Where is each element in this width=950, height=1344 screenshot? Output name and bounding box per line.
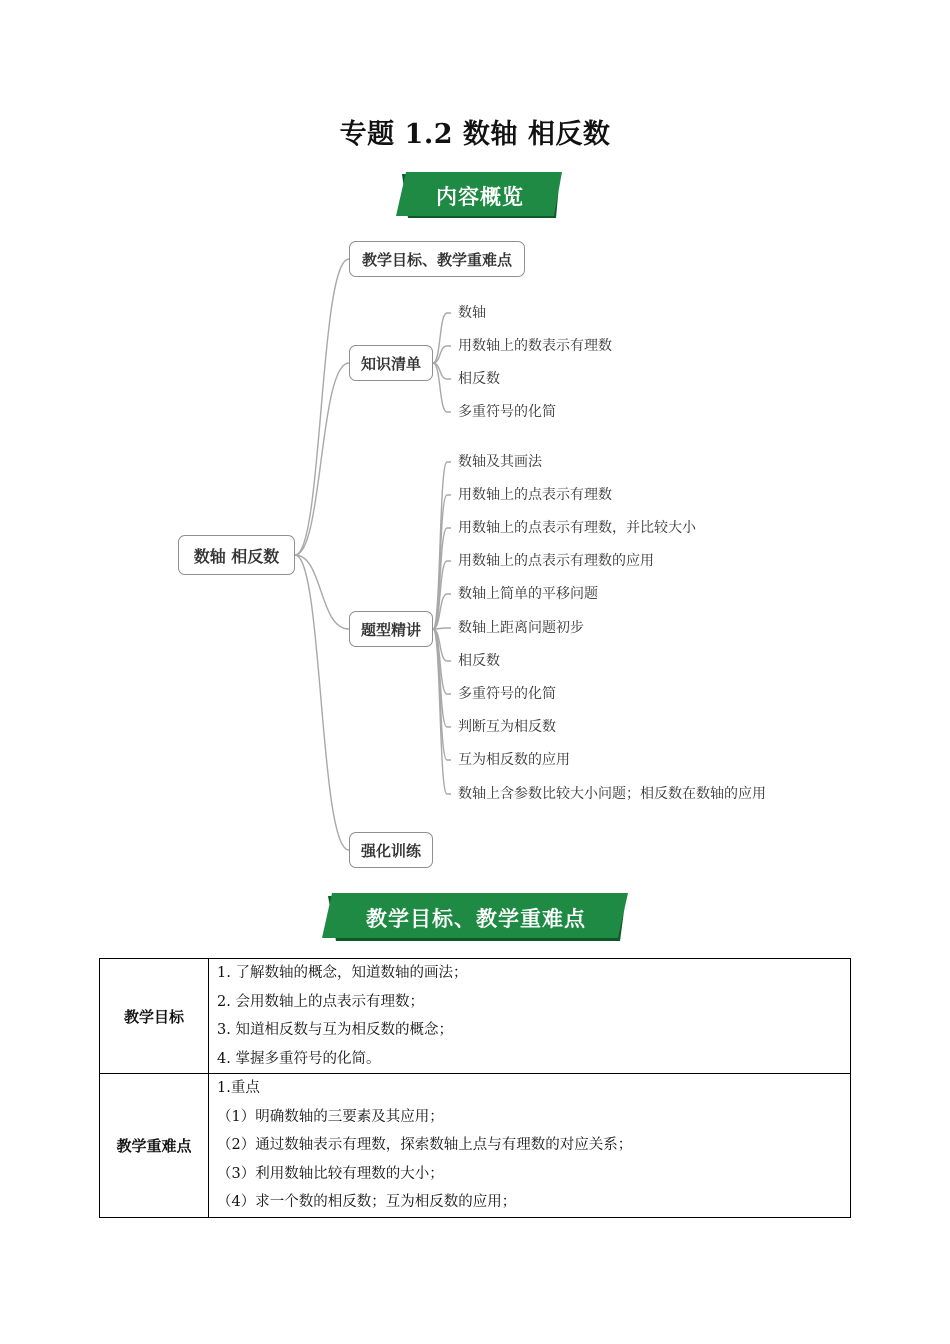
content-line: 1.重点 <box>217 1080 260 1096</box>
content-line: 1. 了解数轴的概念，知道数轴的画法； <box>217 965 468 981</box>
branch-practice <box>349 832 433 868</box>
content-line: （1）明确数轴的三要素及其应用； <box>217 1108 444 1125</box>
content-line: 3. 知道相反数与互为相反数的概念； <box>217 1022 453 1038</box>
row-content <box>209 959 851 1074</box>
knowledge-item: 相反数 <box>458 371 500 387</box>
root-branch-connector <box>295 259 349 555</box>
branch-leaf-connector <box>433 313 451 363</box>
question-type-item: 数轴上距离问题初步 <box>458 620 584 636</box>
table-row <box>100 959 851 1074</box>
overview-banner-label: 内容概览 <box>436 185 524 209</box>
mindmap-root-label: 数轴 相反数 <box>193 546 280 566</box>
page-title: 专题 1.2 数轴 相反数 <box>339 119 611 150</box>
question-type-item: 数轴上简单的平移问题 <box>458 586 598 602</box>
knowledge-item: 数轴 <box>458 305 486 321</box>
branch-leaf-connector <box>433 495 451 629</box>
question-type-item: 数轴及其画法 <box>458 454 542 470</box>
content-line: （2）通过数轴表示有理数，探索数轴上点与有理数的对应关系； <box>217 1137 633 1153</box>
question-type-item: 相反数 <box>458 653 500 669</box>
question-type-item: 用数轴上的点表示有理数，并比较大小 <box>458 520 696 536</box>
knowledge-item: 多重符号的化简 <box>458 404 556 420</box>
root-branch-connector <box>295 555 349 850</box>
table-row <box>100 1074 851 1218</box>
branch-goals-label: 教学目标、教学重难点 <box>361 250 512 269</box>
branch-goals <box>349 241 525 277</box>
question-type-item: 用数轴上的点表示有理数 <box>458 487 612 503</box>
branch-leaf-connector <box>433 363 451 412</box>
row-content <box>209 1074 851 1218</box>
content-line: 2. 会用数轴上的点表示有理数； <box>217 993 424 1010</box>
branch-practice-label: 强化训练 <box>360 841 421 860</box>
question-type-item: 多重符号的化简 <box>458 686 556 702</box>
row-header: 教学重难点 <box>100 1074 209 1218</box>
branch-question-types-label: 题型精讲 <box>360 620 421 639</box>
content-line: 4. 掌握多重符号的化简。 <box>217 1050 381 1067</box>
knowledge-item: 用数轴上的数表示有理数 <box>458 338 612 354</box>
question-type-item: 判断互为相反数 <box>458 719 556 735</box>
goals-banner <box>322 893 630 943</box>
content-line: （4）求一个数的相反数；互为相反数的应用； <box>217 1194 517 1210</box>
branch-knowledge <box>349 345 433 381</box>
question-type-item: 用数轴上的点表示有理数的应用 <box>458 553 654 569</box>
branch-question-types <box>349 611 433 647</box>
mindmap-root <box>178 535 295 575</box>
content-line: （3）利用数轴比较有理数的大小； <box>217 1165 444 1182</box>
goals-banner-label: 教学目标、教学重难点 <box>366 907 586 931</box>
row-header: 教学目标 <box>100 959 209 1074</box>
question-type-item: 互为相反数的应用 <box>458 752 570 768</box>
branch-knowledge-label: 知识清单 <box>360 354 421 373</box>
question-type-item: 数轴上含参数比较大小问题；相反数在数轴的应用 <box>458 786 766 802</box>
objectives-table <box>99 958 851 1218</box>
